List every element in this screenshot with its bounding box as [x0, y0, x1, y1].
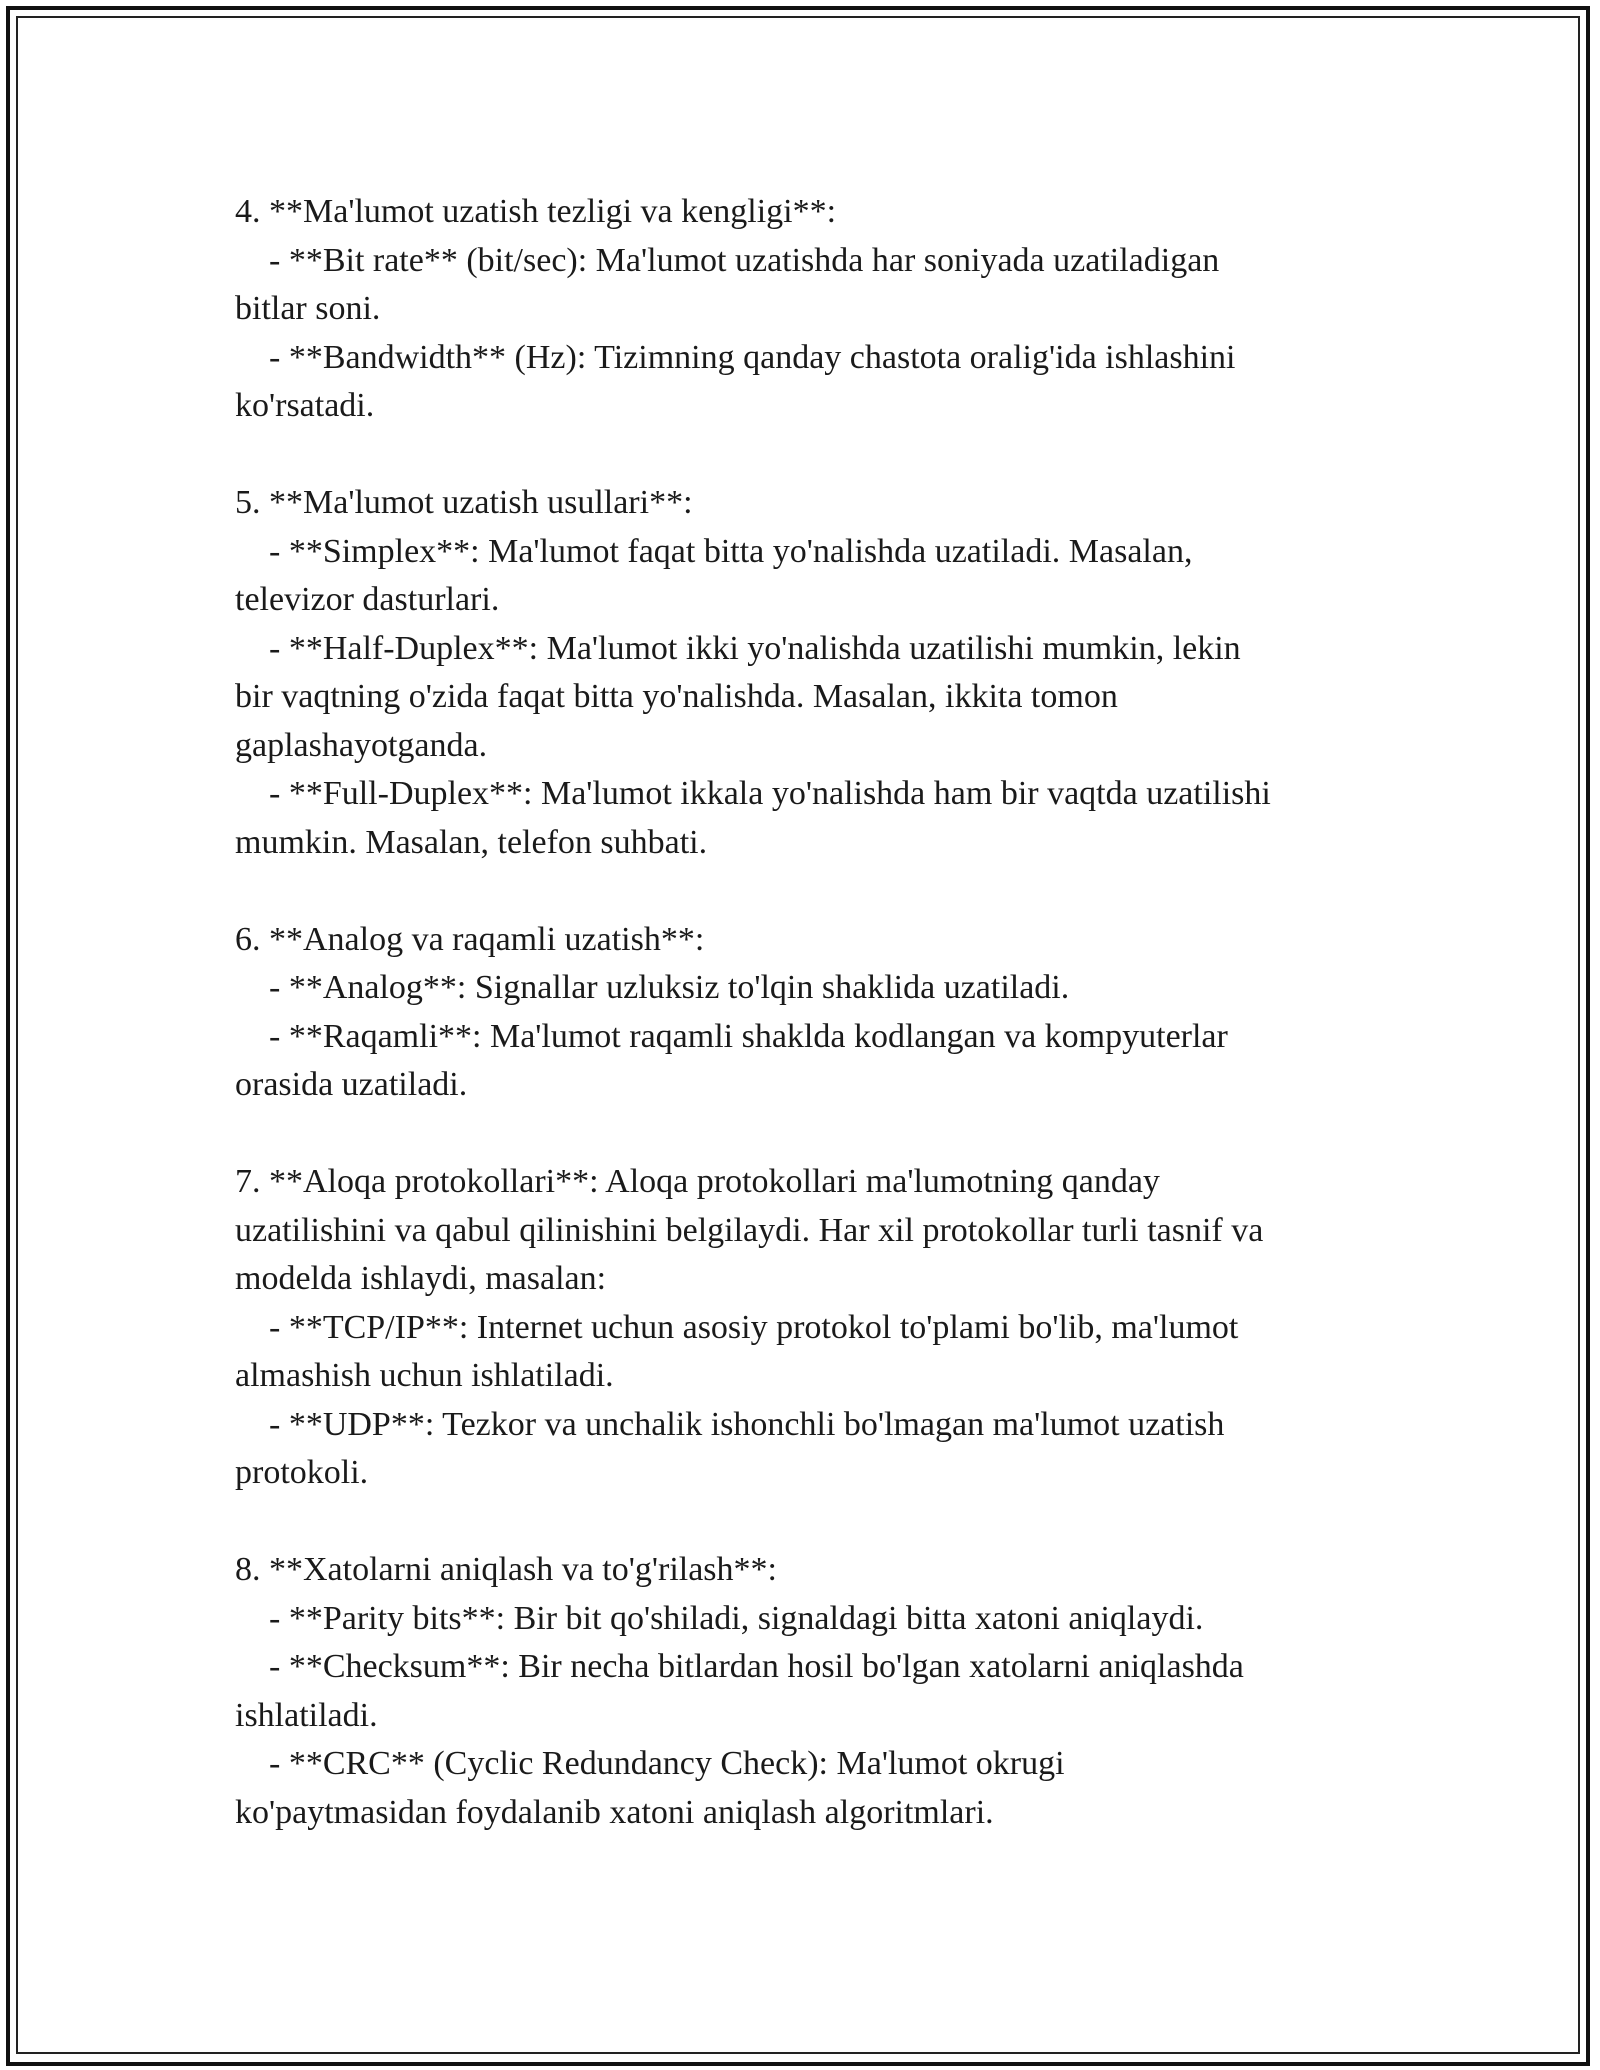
- section-6-heading: 6. **Analog va raqamli uzatish**:: [235, 920, 705, 958]
- blank-line: [235, 867, 1385, 916]
- section-7-paragraph-cont-1: uzatilishini va qabul qilinishini belgilaydi. Har xil protokollar turli tasnif va: [235, 1211, 1264, 1249]
- section-5-item-half-duplex: - **Half-Duplex**: Ma'lumot ikki yo'nalishda uzatilishi mumkin, lekin: [235, 629, 1241, 667]
- section-5-item-half-duplex-cont-1: bir vaqtning o'zida faqat bitta yo'nalishda. Masalan, ikkita tomon: [235, 678, 1118, 715]
- section-8-item-checksum: - **Checksum**: Bir necha bitlardan hosil bo'lgan xatolarni aniqlashda: [235, 1648, 1244, 1685]
- section-7-item-tcp-ip: - **TCP/IP**: Internet uchun asosiy protokol to'plami bo'lib, ma'lumot: [235, 1308, 1239, 1346]
- section-5-heading: 5. **Ma'lumot uzatish usullari**:: [235, 484, 693, 521]
- blank-line: [235, 1498, 1385, 1547]
- section-4-heading: 4. **Ma'lumot uzatish tezligi va kengligi**:: [235, 193, 837, 230]
- section-4-item-bandwidth-cont: ko'rsatadi.: [235, 387, 375, 424]
- section-7-item-udp: - **UDP**: Tezkor va unchalik ishonchli bo'lmagan ma'lumot uzatish: [235, 1405, 1225, 1443]
- section-7-heading: 7. **Aloqa protokollari**: Aloqa protokollari ma'lumotning qanday: [235, 1163, 1160, 1200]
- section-7-item-tcp-ip-cont: almashish uchun ishlatiladi.: [235, 1357, 614, 1394]
- section-8-heading: 8. **Xatolarni aniqlash va to'g'rilash**:: [235, 1551, 777, 1588]
- section-4-item-bandwidth: - **Bandwidth** (Hz): Tizimning qanday chastota oralig'ida ishlashini: [235, 338, 1236, 376]
- section-8-item-checksum-cont: ishlatiladi.: [235, 1696, 378, 1734]
- document-body: [235, 188, 1385, 1837]
- section-5-item-full-duplex: - **Full-Duplex**: Ma'lumot ikkala yo'nalishda ham bir vaqtda uzatilishi: [235, 775, 1271, 812]
- section-8-item-parity: - **Parity bits**: Bir bit qo'shiladi, signaldagi bitta xatoni aniqlaydi.: [235, 1599, 1204, 1637]
- section-7-item-udp-cont: protokoli.: [235, 1454, 369, 1491]
- section-6-item-raqamli-cont: orasida uzatiladi.: [235, 1066, 468, 1103]
- section-6-item-raqamli: - **Raqamli**: Ma'lumot raqamli shakldа kodlangan va kompyuterlar: [235, 1017, 1228, 1055]
- section-5-item-full-duplex-cont: mumkin. Masalan, telefon suhbati.: [235, 823, 708, 861]
- blank-line: [235, 431, 1385, 480]
- section-5-item-simplex-cont: televizor dasturlari.: [235, 581, 500, 618]
- section-4-item-bit-rate-cont: bitlar soni.: [235, 290, 381, 327]
- section-6-item-analog: - **Analog**: Signallar uzluksiz to'lqin shaklida uzatiladi.: [235, 969, 1070, 1006]
- section-8-item-crc-cont: ko'paytmasidan foydalanib xatoni aniqlash algoritmlari.: [235, 1793, 994, 1831]
- blank-line: [235, 1110, 1385, 1159]
- section-7-paragraph-cont-2: modelda ishlaydi, masalan:: [235, 1260, 607, 1297]
- section-8-item-crc: - **CRC** (Cyclic Redundancy Check): Ma'lumot okrugi: [235, 1745, 1065, 1782]
- section-4-item-bit-rate: - **Bit rate** (bit/sec): Ma'lumot uzatishda har soniyada uzatiladigan: [235, 241, 1220, 279]
- section-5-item-half-duplex-cont-2: gaplashayotganda.: [235, 726, 488, 764]
- section-5-item-simplex: - **Simplex**: Ma'lumot faqat bitta yo'nalishda uzatiladi. Masalan,: [235, 532, 1193, 570]
